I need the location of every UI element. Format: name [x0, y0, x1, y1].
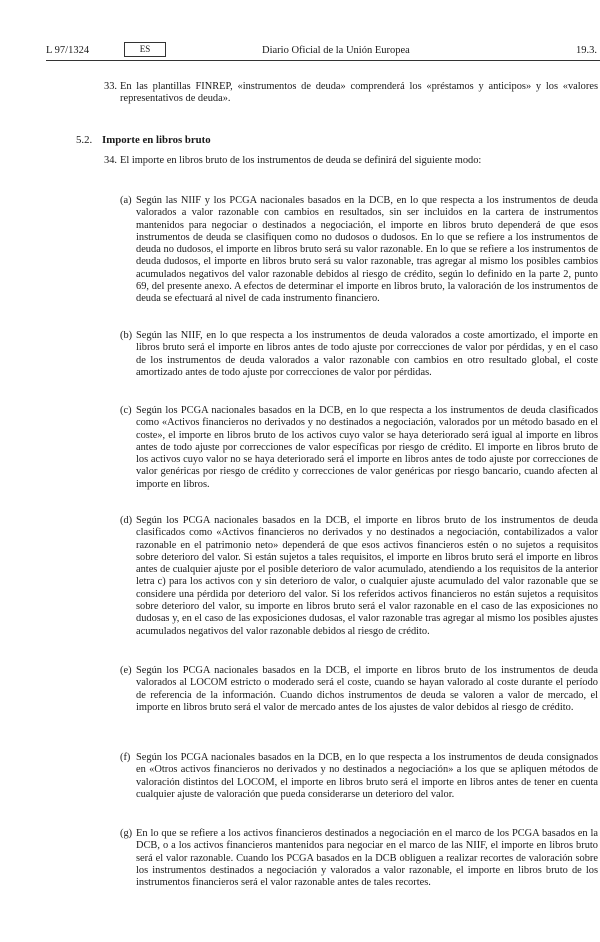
section-title: Importe en libros bruto	[102, 134, 211, 146]
language-badge: ES	[124, 42, 166, 57]
page-header	[0, 44, 600, 58]
item-a-text: Según las NIIF y los PCGA nacionales basados en la DCB, en lo que respecta a los instrumentos de deuda valorados a valor razonable con cambios en resultados, sin ser incluidos en la cartera de instrumentos mantenidos para negociar o destinados a negociación, el importe en libros bruto dependerá de que esos instrumentos de deuda se clasifiquen como no dudosos o dudosos. En lo que se refiere a los instrumentos de deuda no dudosos, el importe en libros bruto será su valor razonable. En lo que se refiere a los instrumentos de deuda dudosos, el importe en libros bruto será su valor razonable, tras agregar al mismo los posibles cambios acumulados negativos del valor razonable debidos al riesgo de crédito, según lo definido en la parte 2, punto 69, del presente anexo. A efectos de determinar el importe en libros bruto, la valoración de los instrumentos de deuda se efectuará al nivel de cada instrumento financiero.	[136, 195, 598, 305]
item-d-label: (d)	[120, 515, 133, 526]
paragraph-34-text: El importe en libros bruto de los instrumentos de deuda se definirá del siguiente modo:	[120, 155, 482, 166]
header-rule	[46, 60, 600, 61]
publication-date: 19.3.	[576, 45, 597, 56]
journal-reference: L 97/1324	[46, 45, 90, 56]
journal-title: Diario Oficial de la Unión Europea	[262, 45, 410, 56]
item-e-label: (e)	[120, 665, 132, 676]
section-number: 5.2.	[76, 134, 93, 146]
item-c-text: Según los PCGA nacionales basados en la DCB, en lo que respecta a los instrumentos de deuda clasificados como «Activos financieros no derivados y no destinados a negociación, valorados por un método basado en el coste», el importe en libros bruto de los activos cuyo valor se haya deteriorado será igual al importe en libros antes de todo ajuste por correcciones de valor específicas por riesgo de crédito. El importe en libros bruto de los activos cuyo valor no se haya deteriorado será el importe en libros antes de todo ajuste por correcciones de valor genéricas por riesgo de crédito y correcciones de valor genéricas por riesgo bancario, cuando afecten al importe en libros.	[136, 405, 598, 490]
item-d-text: Según los PCGA nacionales basados en la DCB, el importe en libros bruto de los instrumentos de deuda clasificados como «Activos financieros no derivados y no destinados a negociación, contabilizados a valor razonable en el patrimonio neto» dependerá de que esos activos financieros estén o no sujetos a requisitos sobre deterioro del valor. Si están sujetos a tales requisitos, el importe en libros bruto será el importe en libros antes de cualquier ajuste por el posible deterioro de valor acumulado, atendiendo a los requisitos de la anterior letra c) para los activos con y sin deterioro de valor, o cualquier ajuste acumulado del valor razonable que se considere una pérdida por deterioro del valor. Si los referidos activos financieros no están sujetos a requisitos sobre deterioro del valor, su importe en libros bruto será el valor razonable en el caso de las exposiciones no dudosas y, en el caso de las exposiciones dudosas, el valor razonable tras agregar al mismo los posibles ajustes acumulados negativos del valor razonable debidos al riesgo de crédito.	[136, 515, 598, 637]
item-b-label: (b)	[120, 330, 133, 341]
item-e-text: Según los PCGA nacionales basados en la DCB, el importe en libros bruto de los instrumentos de deuda valorados al LOCOM estricto o moderado será el coste, cuando se hayan valorado al coste durante el período de referencia de la información. Cuando dichos instrumentos de deuda se valoren a valor de mercado, el importe en libros bruto será el valor de mercado antes de los ajustes de valor debidos al riesgo de crédito.	[136, 665, 598, 713]
item-c-label: (c)	[120, 405, 132, 416]
paragraph-33-text: En las plantillas FINREP, «instrumentos de deuda» comprenderá los «préstamos y anticipos» y los «valores representativos de deuda».	[120, 81, 598, 105]
paragraph-33-number: 33.	[104, 81, 117, 92]
item-a-label: (a)	[120, 195, 132, 206]
item-g-text: En lo que se refiere a los activos financieros destinados a negociación en el marco de los PCGA basados en la DCB, o a los activos financieros mantenidos para negociar en el marco de las NIIF, el importe en libros bruto será el valor razonable. Cuando los PCGA basados en la DCB obliguen a realizar recortes de valoración sobre los instrumentos destinados a negociación y valorados a valor razonable, el importe en libros bruto de los instrumentos financieros será el valor razonable antes de tales recortes.	[136, 828, 598, 889]
paragraph-34-number: 34.	[104, 155, 117, 166]
item-b-text: Según las NIIF, en lo que respecta a los instrumentos de deuda valorados a coste amortizado, el importe en libros bruto será el importe en libros antes de todo ajuste por correcciones de valor por pérdidas, y en el caso de los instrumentos de deuda valorados a valor razonable con cambios en otro resultado global, el coste amortizado antes de todo ajuste por correcciones de valor por pérdidas.	[136, 330, 598, 378]
item-f-text: Según los PCGA nacionales basados en la DCB, en lo que respecta a los instrumentos de deuda consignados en «Otros activos financieros no derivados y no destinados a negociación» a los que se apliquen métodos de valoración distintos del LOCOM, el importe en libros bruto será el importe en libros antes de tener en cuenta cualquier ajuste de valoración que pueda considerarse un deterioro del valor.	[136, 752, 598, 800]
item-g-label: (g)	[120, 828, 133, 839]
item-f-label: (f)	[120, 752, 131, 763]
